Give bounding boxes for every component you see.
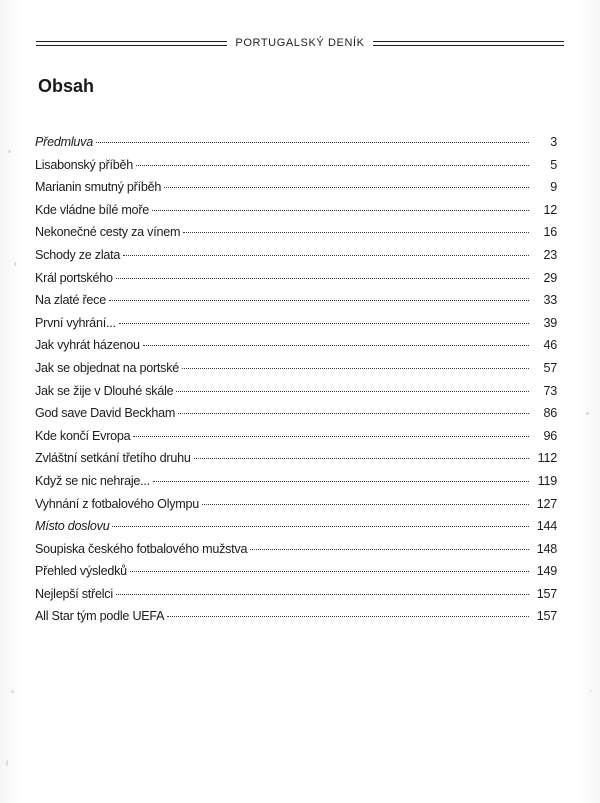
dot-leader: [119, 323, 529, 324]
dot-leader: [116, 278, 529, 279]
dot-leader: [109, 300, 529, 301]
toc-entry-page-number: 96: [543, 428, 557, 443]
toc-entry: [35, 429, 557, 452]
toc-entry-page-number: 157: [536, 609, 557, 624]
toc-entry: [35, 542, 557, 565]
toc-entry-title: Přehled výsledků: [35, 564, 127, 579]
header-rule-left: [36, 41, 227, 46]
toc-entry: [35, 384, 557, 407]
toc-entry: [35, 271, 557, 294]
toc-entry-page-number: 127: [536, 496, 557, 511]
dot-leader: [152, 210, 529, 211]
toc-entry-title: Jak se žije v Dlouhé skále: [35, 383, 174, 398]
toc-entry-title: God save David Beckham: [35, 406, 176, 421]
dot-leader: [178, 413, 529, 414]
dot-leader: [130, 571, 529, 572]
toc-entry-page-number: 119: [537, 473, 557, 488]
toc-entry-title: Lisabonský příběh: [35, 157, 133, 172]
toc-entry: [35, 203, 557, 226]
toc-entry-title: Kde končí Evropa: [35, 428, 131, 443]
toc-entry-page-number: 12: [543, 202, 557, 217]
toc-entry-title: Jak vyhrát házenou: [35, 338, 140, 353]
header-rule-right: [373, 41, 564, 46]
dot-leader: [143, 345, 529, 346]
contents-heading: Obsah: [38, 76, 95, 96]
toc-entry: [35, 474, 557, 497]
toc-entry-page-number: 39: [543, 315, 557, 330]
toc-entry-title: Předmluva: [35, 135, 93, 149]
toc-entry: [35, 564, 557, 587]
scan-speck: [8, 150, 11, 153]
scan-speck: [590, 690, 592, 692]
toc-entry-title: All Star tým podle UEFA: [35, 609, 165, 624]
toc-entry: [35, 248, 557, 271]
toc-entry: [35, 316, 557, 339]
toc-entry-page-number: 149: [536, 564, 557, 579]
dot-leader: [116, 594, 529, 595]
toc-entry-title: Když se nic nehraje...: [35, 473, 150, 488]
toc-entry: [35, 451, 557, 474]
toc-entry-title: Jak se objednat na portské: [35, 360, 180, 375]
dot-leader: [183, 232, 529, 233]
toc-entry-page-number: 86: [543, 406, 557, 421]
toc-entry-page-number: 46: [543, 338, 557, 353]
dot-leader: [164, 187, 529, 188]
toc-entry-page-number: 33: [543, 293, 557, 308]
toc-entry-page-number: 112: [537, 451, 557, 466]
toc-entry-page-number: 5: [550, 157, 557, 172]
toc-entry-title: Místo doslovu: [35, 519, 110, 534]
toc-entry-title: Nekonečné cesty za vínem: [35, 225, 181, 240]
dot-leader: [176, 391, 529, 392]
running-title: PORTUGALSKÝ DENÍK: [235, 37, 365, 49]
toc-entry-page-number: 23: [543, 247, 557, 262]
toc-entry: [35, 361, 557, 384]
dot-leader: [167, 616, 529, 617]
dot-leader: [133, 436, 529, 437]
toc-entry: [35, 158, 557, 181]
dot-leader: [136, 165, 529, 166]
running-header: [36, 33, 564, 53]
toc-entry-title: Zvláštní setkání třetího druhu: [35, 451, 191, 466]
toc-entry: [35, 225, 557, 248]
toc-entry: [35, 180, 557, 203]
toc-entry-page-number: 148: [536, 541, 557, 556]
scan-speck: [6, 760, 8, 766]
toc-entry: [35, 519, 557, 542]
toc-entry-page-number: 57: [543, 360, 557, 375]
toc-entry-title: První vyhrání...: [35, 315, 116, 330]
toc-entry-title: Král portského: [35, 270, 113, 285]
toc-entry-title: Vyhnání z fotbalového Olympu: [35, 496, 200, 511]
dot-leader: [182, 368, 529, 369]
toc-entry-title: Nejlepší střelci: [35, 586, 113, 601]
dot-leader: [96, 142, 529, 143]
toc-entry-page-number: 3: [550, 135, 557, 149]
toc-entry: [35, 135, 557, 158]
toc-entry: [35, 406, 557, 429]
toc-entry-page-number: 73: [543, 383, 557, 398]
dot-leader: [112, 526, 529, 527]
toc-entry: [35, 338, 557, 361]
toc-entry-page-number: 157: [536, 586, 557, 601]
toc-entry-page-number: 29: [543, 270, 557, 285]
toc-entry-page-number: 144: [536, 519, 557, 534]
toc-entry: [35, 497, 557, 520]
scan-speck: [11, 690, 14, 693]
dot-leader: [202, 504, 529, 505]
toc-entry: [35, 293, 557, 316]
toc-entry-page-number: 16: [543, 225, 557, 240]
toc-entry-title: Marianin smutný příběh: [35, 180, 162, 195]
scan-speck: [586, 412, 589, 415]
toc-entry: [35, 587, 557, 610]
toc-entry-page-number: 9: [550, 180, 557, 195]
scan-speck: [14, 262, 16, 266]
toc-entry: [35, 609, 557, 632]
toc-entry-title: Schody ze zlata: [35, 247, 121, 262]
dot-leader: [250, 549, 529, 550]
toc-entry-title: Soupiska českého fotbalového mužstva: [35, 541, 248, 556]
toc-entry-title: Kde vládne bílé moře: [35, 202, 150, 217]
dot-leader: [194, 458, 529, 459]
dot-leader: [153, 481, 529, 482]
dot-leader: [123, 255, 529, 256]
toc-entry-title: Na zlaté řece: [35, 293, 106, 308]
table-of-contents: [35, 135, 557, 632]
